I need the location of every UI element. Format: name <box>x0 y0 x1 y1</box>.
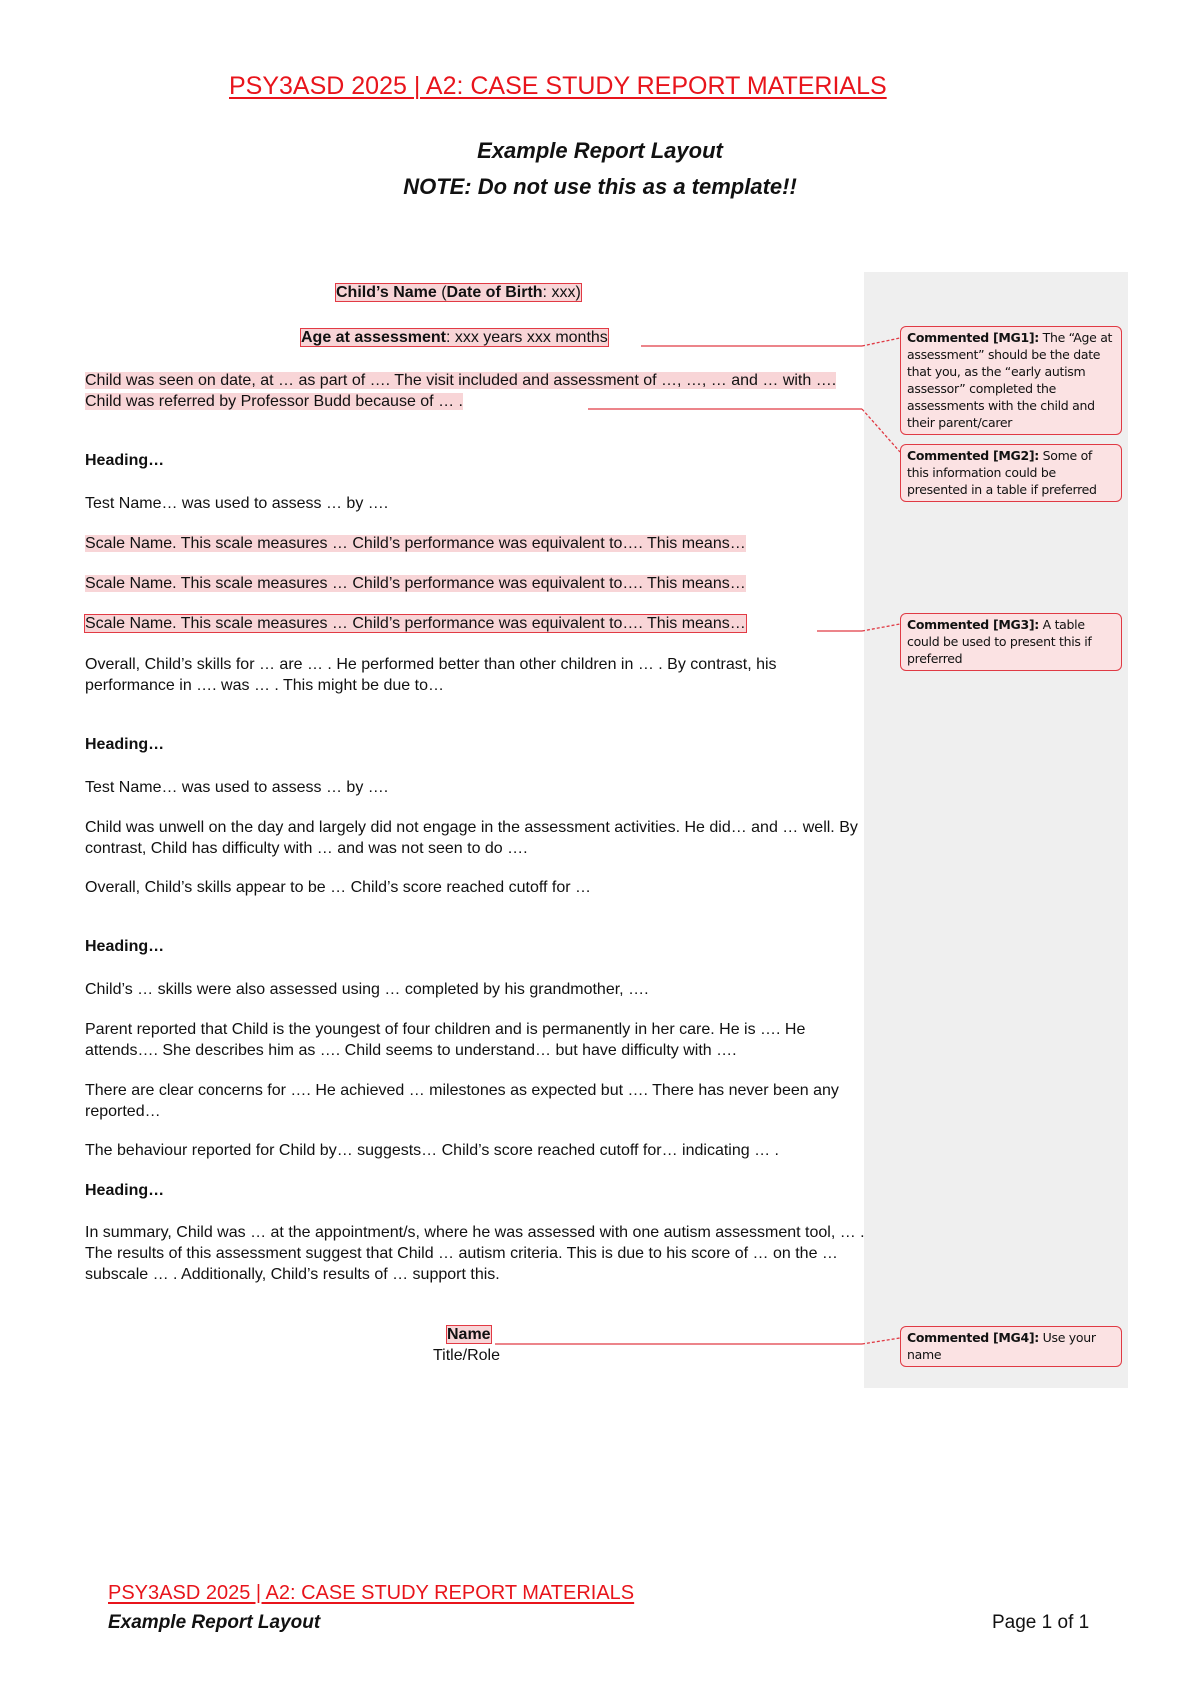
document-title: PSY3ASD 2025 | A2: CASE STUDY REPORT MATERIALS <box>229 72 887 100</box>
intro-paragraph <box>85 370 865 412</box>
child-name-line <box>336 284 581 302</box>
scale-line-1: Scale Name. This scale measures … Child’s performance was equivalent to…. This means… <box>85 535 746 552</box>
dob-label: Date of Birth <box>446 284 543 301</box>
footer-subtitle: Example Report Layout <box>108 1612 321 1633</box>
page-number: Page 1 of 1 <box>992 1612 1090 1633</box>
section1-overall: Overall, Child’s skills for … are … . He performed better than other children in … . By contrast, his performance in …. was … . This might be due to… <box>85 656 777 694</box>
document-subtitle: Example Report Layout <box>477 138 723 163</box>
scale-line-3: Scale Name. This scale measures … Child’s performance was equivalent to…. This means… <box>85 615 746 632</box>
section4-heading: Heading… <box>85 1182 165 1199</box>
section2-para1: Child was unwell on the day and largely did not engage in the assessment activities. He did… and … well. By contrast, Child has difficulty with … and was not seen to do …. <box>85 819 858 857</box>
comment-mg3[interactable]: Commented [MG3]: A table could be used to present this if preferred <box>900 613 1122 671</box>
connector-mg4-dashed <box>862 1338 900 1344</box>
scale-line-2: Scale Name. This scale measures … Child’s performance was equivalent to…. This means… <box>85 575 746 592</box>
section3-para1: Child’s … skills were also assessed using … completed by his grandmother, …. <box>85 981 649 998</box>
section1-test-line: Test Name… was used to assess … by …. <box>85 495 389 512</box>
comment-mg1[interactable]: Commented [MG1]: The “Age at assessment” should be the date that you, as the “early autism assessor” completed the assessments with the child and their parent/carer <box>900 326 1122 435</box>
section2-para2: Overall, Child’s skills appear to be … Child’s score reached cutoff for … <box>85 879 592 896</box>
section2-test-line: Test Name… was used to assess … by …. <box>85 779 389 796</box>
section2-heading: Heading… <box>85 736 165 753</box>
comment-mg4[interactable]: Commented [MG4]: Use your name <box>900 1326 1122 1367</box>
intro-text: Child was seen on date, at … as part of …. The visit included and assessment of …, …, … and … with …. Child was referred by Professor Budd because of … . <box>85 372 837 410</box>
footer-title: PSY3ASD 2025 | A2: CASE STUDY REPORT MATERIALS <box>108 1582 635 1604</box>
connector-mg3-dashed <box>862 624 900 631</box>
child-name-label: Child’s Name <box>336 284 437 301</box>
connector-mg1-dashed <box>862 338 900 346</box>
section3-para4: The behaviour reported for Child by… suggests… Child’s score reached cutoff for… indicating … . <box>85 1142 779 1159</box>
age-value: : xxx years xxx months <box>445 329 608 346</box>
comment-mg2[interactable]: Commented [MG2]: Some of this information could be presented in a table if preferred <box>900 444 1122 502</box>
section1-heading: Heading… <box>85 452 165 469</box>
section4-para1: In summary, Child was … at the appointment/s, where he was assessed with one autism assessment tool, … . The results of this assessment suggest that Child … autism criteria. This is due to his score of … on the … subscale … . Additionally, Child’s results of … support this. <box>85 1224 865 1283</box>
section3-para2: Parent reported that Child is the youngest of four children and is permanently in her care. He is …. He attends…. She describes him as …. Child seems to understand… but have difficulty with …. <box>85 1021 806 1059</box>
age-line <box>301 329 608 347</box>
connector-mg2-dashed <box>862 409 900 452</box>
dob-value: : xxx) <box>542 284 581 301</box>
paren-open: ( <box>436 284 447 301</box>
section3-para3: There are clear concerns for …. He achieved … milestones as expected but …. There has never been any reported… <box>85 1082 839 1120</box>
signature-name: Name <box>447 1326 491 1343</box>
signature-role: Title/Role <box>433 1347 500 1364</box>
section3-heading: Heading… <box>85 938 165 955</box>
age-label: Age at assessment <box>301 329 446 346</box>
template-warning: NOTE: Do not use this as a template!! <box>403 174 797 199</box>
